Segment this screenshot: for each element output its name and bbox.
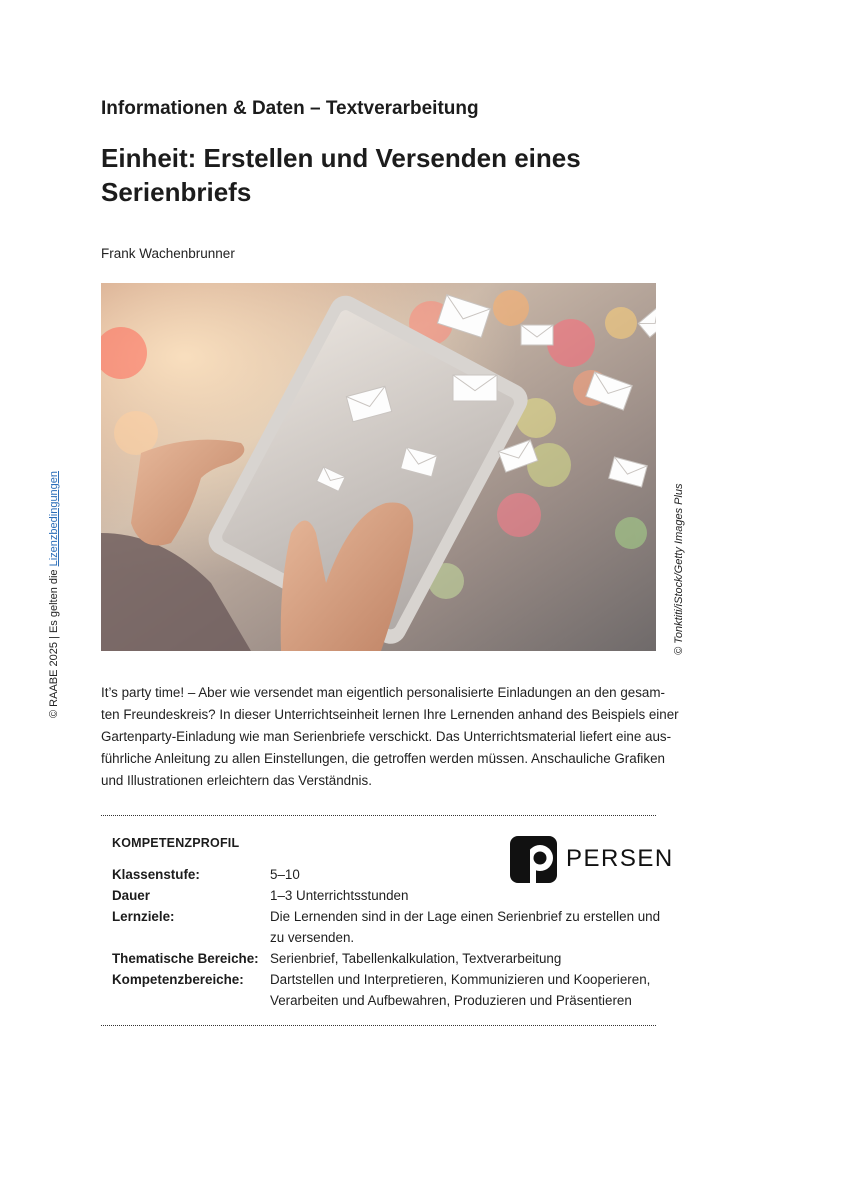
author-name: Frank Wachenbrunner xyxy=(101,246,235,261)
profile-label-thematische-bereiche: Thematische Bereiche: xyxy=(112,951,259,966)
envelope-icon xyxy=(453,375,497,401)
profile-value-klassenstufe xyxy=(270,864,660,885)
value-line: Verarbeiten und Aufbewahren, Produzieren und Präsentieren xyxy=(270,993,632,1008)
page-title xyxy=(101,141,661,209)
profile-value-lernziele xyxy=(270,906,660,948)
envelope-icon xyxy=(521,325,553,345)
intro-paragraph xyxy=(101,682,679,792)
profile-value-dauer xyxy=(270,885,660,906)
profile-value-kompetenzbereiche xyxy=(270,969,660,1011)
hero-image xyxy=(101,283,656,651)
title-line-2: Serienbriefs xyxy=(101,177,252,207)
divider-top xyxy=(101,815,656,816)
hero-illustration xyxy=(101,283,656,651)
license-link[interactable]: Lizenzbedingungen xyxy=(48,470,60,567)
license-prefix: © RAABE 2025 | Es gelten die xyxy=(48,566,60,718)
logo-text: PERSEN xyxy=(566,845,674,872)
title-line-1: Einheit: Erstellen und Versenden eines xyxy=(101,143,581,173)
image-credit: © Tonktiti/iStock/Getty Images Plus xyxy=(673,483,685,655)
profile-label-lernziele: Lernziele: xyxy=(112,909,175,924)
intro-line: Gartenparty-Einladung wie man Serienbriefe verschickt. Das Unterrichtsmaterial liefert eine aus- xyxy=(101,729,672,744)
license-note xyxy=(48,471,60,718)
value-line: Die Lernenden sind in der Lage einen Serienbrief zu erstellen und xyxy=(270,909,661,924)
profile-label-klassenstufe: Klassenstufe: xyxy=(112,867,200,882)
profile-heading: KOMPETENZPROFIL xyxy=(112,836,240,850)
value-line: Serienbrief, Tabellenkalkulation, Textverarbeitung xyxy=(270,951,562,966)
value-line: Dartstellen und Interpretieren, Kommunizieren und Kooperieren, xyxy=(270,972,651,987)
intro-line: und Illustrationen erleichtern das Verständnis. xyxy=(101,773,372,788)
profile-value-thematische-bereiche xyxy=(270,948,660,969)
value-line: 1–3 Unterrichtsstunden xyxy=(270,888,409,903)
profile-label-kompetenzbereiche: Kompetenzbereiche: xyxy=(112,972,244,987)
intro-line: ten Freundeskreis? In dieser Unterrichtseinheit lernen Ihre Lernenden anhand des Beispiels einer xyxy=(101,707,679,722)
profile-label-dauer: Dauer xyxy=(112,888,150,903)
value-line: 5–10 xyxy=(270,867,300,882)
category-heading: Informationen & Daten – Textverarbeitung xyxy=(101,98,479,119)
intro-line: führliche Anleitung zu allen Einstellungen, die getroffen werden müssen. Anschauliche Grafiken xyxy=(101,751,666,766)
intro-line: It’s party time! – Aber wie versendet man eigentlich personalisierte Einladungen an den gesam- xyxy=(101,685,665,700)
divider-bottom xyxy=(101,1025,656,1026)
value-line: zu versenden. xyxy=(270,930,355,945)
